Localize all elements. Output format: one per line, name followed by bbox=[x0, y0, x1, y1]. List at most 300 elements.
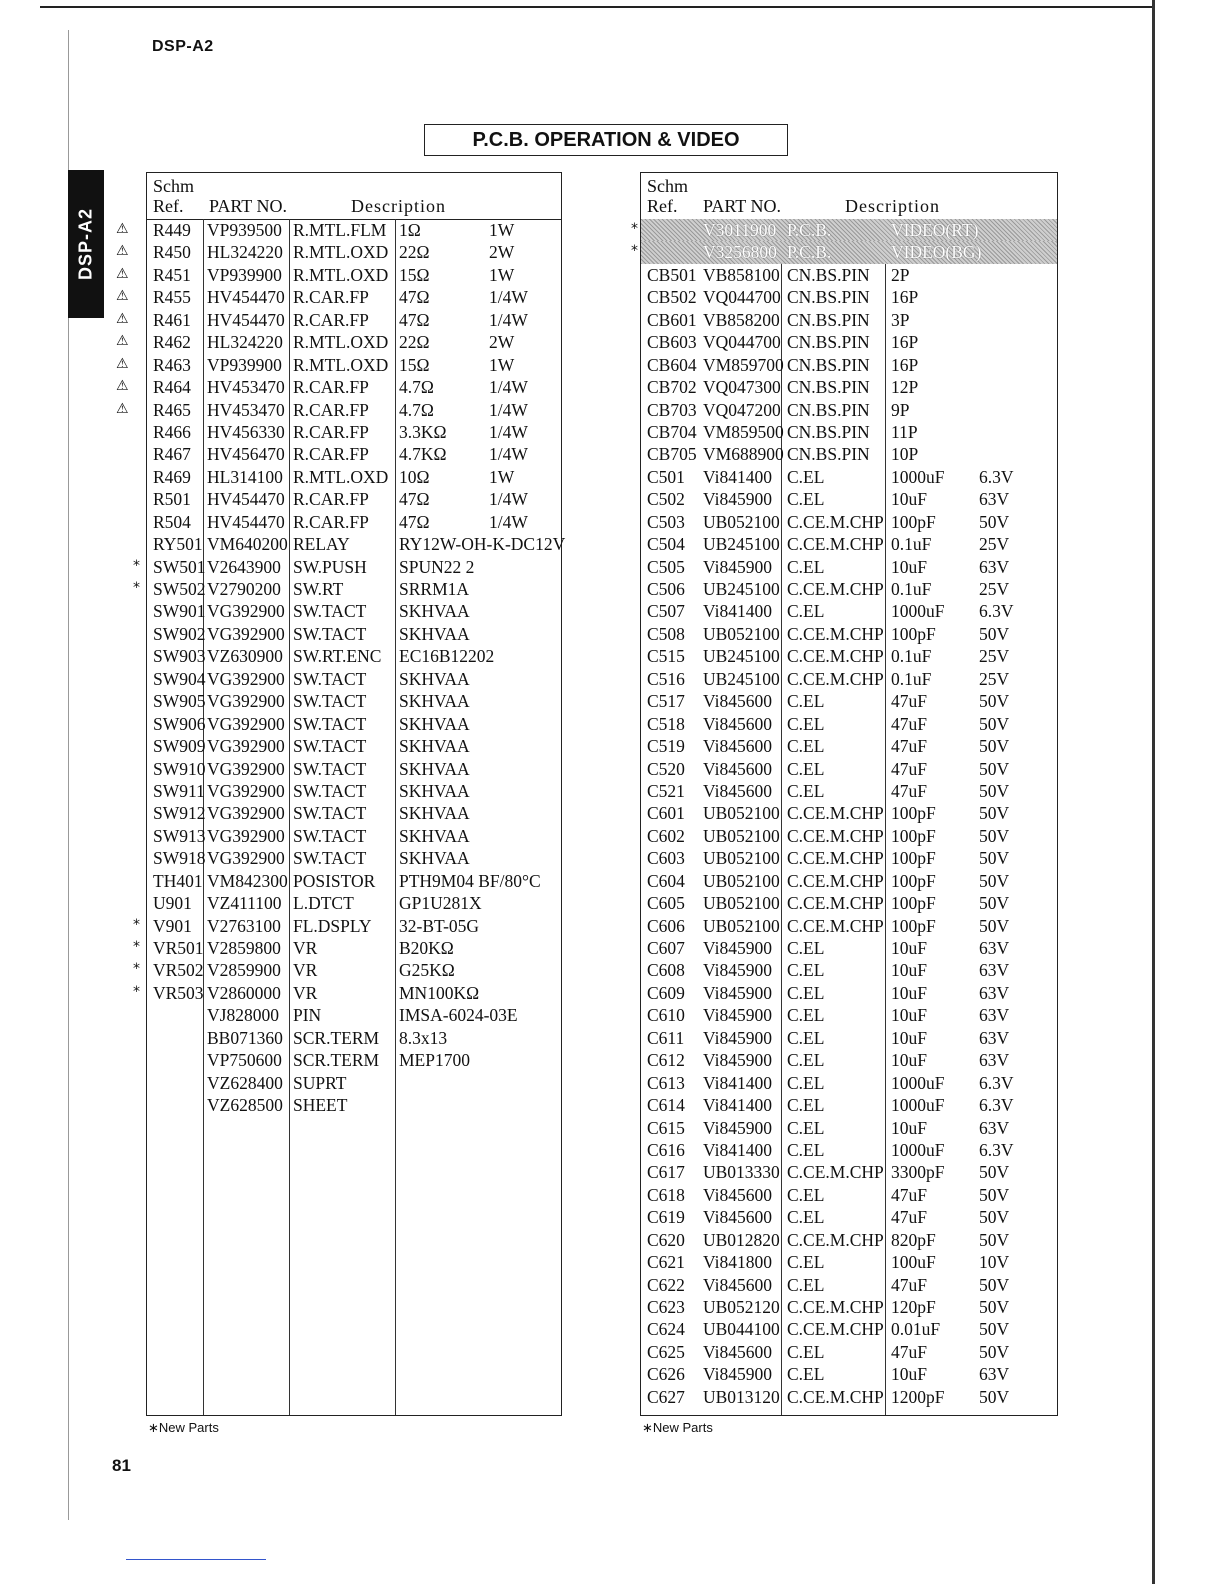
safety-warning-icon: ⚠ bbox=[116, 355, 129, 372]
cell-part: VZ630900 bbox=[207, 646, 283, 667]
cell-d1: SW.TACT bbox=[293, 668, 367, 689]
table-row bbox=[641, 690, 1057, 712]
cell-d2: RY12W-OH-K-DC12V bbox=[399, 534, 566, 555]
cell-d1: P.C.B. bbox=[787, 220, 832, 240]
header-schm-ref bbox=[647, 176, 688, 216]
cell-part: Vi845600 bbox=[703, 691, 772, 712]
cell-d3: 50V bbox=[979, 623, 1010, 644]
cell-d2: 47uF bbox=[891, 1207, 927, 1228]
cell-part: Vi845900 bbox=[703, 1005, 772, 1026]
cell-d2: 1000uF bbox=[891, 466, 945, 487]
mark-empty bbox=[622, 757, 638, 779]
cell-ref: R464 bbox=[153, 377, 191, 398]
table-row bbox=[147, 758, 561, 780]
cell-d1: C.EL bbox=[787, 601, 825, 622]
cell-d3: 50V bbox=[979, 758, 1010, 779]
bottom-blue-rule bbox=[126, 1559, 266, 1560]
header-schm: Schm bbox=[647, 176, 689, 196]
cell-d1: C.EL bbox=[787, 1139, 825, 1160]
cell-d3: 50V bbox=[979, 691, 1010, 712]
cell-d1: C.EL bbox=[787, 1252, 825, 1273]
mark-empty bbox=[622, 398, 638, 420]
cell-d3: 25V bbox=[979, 534, 1010, 555]
cell-part: Vi841400 bbox=[703, 1072, 772, 1093]
table-row bbox=[641, 1318, 1057, 1340]
cell-d3: 1/4W bbox=[489, 511, 528, 532]
table-row bbox=[147, 421, 561, 443]
cell-ref: R455 bbox=[153, 287, 191, 308]
cell-d2: 10P bbox=[891, 444, 919, 465]
mark-empty bbox=[622, 577, 638, 599]
cell-ref: SW918 bbox=[153, 848, 206, 869]
cell-d2: 47uF bbox=[891, 1341, 927, 1362]
table-row bbox=[641, 825, 1057, 847]
table-row bbox=[147, 399, 561, 421]
cell-d2: 47uF bbox=[891, 713, 927, 734]
cell-d2: SPUN22 2 bbox=[399, 556, 475, 577]
cell-ref: CB702 bbox=[647, 377, 697, 398]
cell-part: Vi845900 bbox=[703, 1050, 772, 1071]
cell-d2: 10uF bbox=[891, 982, 927, 1003]
cell-d3: 6.3V bbox=[979, 1095, 1014, 1116]
cell-part: HV453470 bbox=[207, 399, 285, 420]
table-row bbox=[147, 511, 561, 533]
table-row bbox=[147, 1094, 561, 1116]
cell-d1: R.CAR.FP bbox=[293, 377, 369, 398]
cell-d3: 50V bbox=[979, 1386, 1010, 1407]
cell-ref: C508 bbox=[647, 623, 685, 644]
new-part-asterisk: * bbox=[133, 939, 140, 955]
mark-empty bbox=[622, 1205, 638, 1227]
cell-part: Vi845900 bbox=[703, 938, 772, 958]
cell-d2: 3300pF bbox=[891, 1162, 945, 1183]
cell-d2: SKHVAA bbox=[399, 803, 470, 824]
cell-part: Vi841400 bbox=[703, 601, 772, 622]
table-header bbox=[641, 173, 1057, 220]
mark-empty bbox=[112, 644, 142, 666]
cell-d2: 12P bbox=[891, 377, 919, 398]
table-row bbox=[641, 780, 1057, 802]
cell-ref: C602 bbox=[647, 825, 685, 846]
cell-ref: R450 bbox=[153, 242, 191, 263]
mark-empty bbox=[622, 263, 638, 285]
cell-d1: FL.DSPLY bbox=[293, 915, 372, 936]
cell-part: UB052120 bbox=[703, 1297, 780, 1317]
cell-ref: TH401 bbox=[153, 870, 203, 891]
cell-d2: 100pF bbox=[891, 848, 936, 869]
table-row bbox=[147, 982, 561, 1004]
cell-d1: C.EL bbox=[787, 960, 825, 981]
safety-warning-icon: ⚠ bbox=[116, 310, 129, 327]
table-row bbox=[641, 354, 1057, 376]
cell-ref: CB601 bbox=[647, 309, 697, 330]
new-part-asterisk: * bbox=[631, 243, 638, 260]
cell-part: Vi845600 bbox=[703, 1207, 772, 1228]
mark-empty bbox=[622, 1093, 638, 1115]
mark-empty bbox=[112, 824, 142, 846]
header-part-no: PART NO. bbox=[703, 196, 781, 216]
cell-d2: 4.7Ω bbox=[399, 377, 434, 398]
cell-d3: 1/4W bbox=[489, 287, 528, 308]
cell-d3: 50V bbox=[979, 1274, 1010, 1295]
cell-d2: 100pF bbox=[891, 623, 936, 644]
cell-ref: C615 bbox=[647, 1117, 685, 1138]
rows-left bbox=[147, 219, 566, 1117]
mark-empty bbox=[112, 712, 142, 734]
cell-d1: CN.BS.PIN bbox=[787, 309, 870, 330]
cell-d1: CN.BS.PIN bbox=[787, 287, 870, 308]
cell-d2: IMSA-6024-03E bbox=[399, 1005, 518, 1026]
cell-d3: 25V bbox=[979, 646, 1010, 667]
cell-d3: 50V bbox=[979, 803, 1010, 824]
cell-d2: 47Ω bbox=[399, 309, 430, 330]
mark-empty bbox=[622, 1362, 638, 1384]
cell-d1: C.EL bbox=[787, 1027, 825, 1048]
table-row bbox=[641, 1229, 1057, 1251]
table-row bbox=[641, 1386, 1057, 1408]
table-row bbox=[147, 802, 561, 824]
cell-part: Vi845600 bbox=[703, 1341, 772, 1362]
cell-part: UB245100 bbox=[703, 668, 780, 689]
cell-part: V2643900 bbox=[207, 556, 281, 577]
table-row bbox=[641, 1251, 1057, 1273]
mark-empty bbox=[622, 712, 638, 734]
cell-ref: SW904 bbox=[153, 668, 206, 689]
cell-d3: 50V bbox=[979, 1319, 1010, 1340]
table-row bbox=[641, 758, 1057, 780]
cell-d3: 1/4W bbox=[489, 489, 528, 510]
cell-ref: C516 bbox=[647, 668, 685, 689]
cell-d3: 10V bbox=[979, 1252, 1010, 1273]
cell-ref: C604 bbox=[647, 870, 685, 891]
cell-d1: L.DTCT bbox=[293, 893, 354, 914]
cell-d3: 50V bbox=[979, 713, 1010, 734]
table-row bbox=[641, 870, 1057, 892]
cell-ref: C610 bbox=[647, 1005, 685, 1026]
cell-d1: SCR.TERM bbox=[293, 1050, 380, 1071]
cell-part: VG392900 bbox=[207, 736, 285, 757]
mark-empty bbox=[112, 1003, 142, 1025]
mark-empty bbox=[112, 891, 142, 913]
cell-ref: SW911 bbox=[153, 780, 205, 801]
cell-d2: 100pF bbox=[891, 803, 936, 824]
cell-d1: CN.BS.PIN bbox=[787, 444, 870, 465]
mark-empty bbox=[622, 891, 638, 913]
cell-d1: C.EL bbox=[787, 1184, 825, 1205]
cell-d3: 63V bbox=[979, 1050, 1010, 1071]
cell-d2: SKHVAA bbox=[399, 713, 470, 734]
cell-part: VZ411100 bbox=[207, 893, 282, 914]
cell-d2: 1000uF bbox=[891, 601, 945, 622]
cell-part: VM859500 bbox=[703, 421, 784, 442]
cell-d2: SKHVAA bbox=[399, 758, 470, 779]
cell-part: VM640200 bbox=[207, 534, 288, 555]
cell-part: UB012820 bbox=[703, 1229, 780, 1250]
cell-part: V2790200 bbox=[207, 579, 281, 599]
header-description: Description bbox=[845, 196, 940, 216]
cell-d2: SKHVAA bbox=[399, 623, 470, 644]
cell-d3: 1/4W bbox=[489, 444, 528, 465]
table-row bbox=[641, 847, 1057, 869]
cell-d2: 4.7KΩ bbox=[399, 444, 447, 465]
cell-ref: R462 bbox=[153, 332, 191, 353]
table-row bbox=[641, 915, 1057, 937]
cell-d1: C.EL bbox=[787, 1117, 825, 1138]
cell-d1: R.CAR.FP bbox=[293, 421, 369, 442]
marks-left bbox=[112, 218, 142, 1116]
cell-part: VG392900 bbox=[207, 780, 285, 801]
table-row bbox=[147, 376, 561, 398]
table-row bbox=[147, 331, 561, 353]
cell-part: UB013330 bbox=[703, 1162, 780, 1183]
table-row bbox=[641, 443, 1057, 465]
cell-part: VG392900 bbox=[207, 668, 285, 689]
cell-ref: C624 bbox=[647, 1319, 685, 1340]
parts-table-right bbox=[640, 172, 1058, 1416]
cell-d1: C.CE.M.CHP bbox=[787, 848, 884, 869]
cell-d2: 100pF bbox=[891, 893, 936, 914]
table-row bbox=[641, 1274, 1057, 1296]
cell-d3: 1/4W bbox=[489, 309, 528, 330]
cell-d2: 10uF bbox=[891, 1117, 927, 1138]
cell-d2: 120pF bbox=[891, 1297, 936, 1317]
cell-d1: C.CE.M.CHP bbox=[787, 1319, 884, 1340]
cell-part: VG392900 bbox=[207, 825, 285, 846]
cell-d3: 63V bbox=[979, 1364, 1010, 1385]
cell-ref: C601 bbox=[647, 803, 685, 824]
cell-d3: 50V bbox=[979, 1341, 1010, 1362]
cell-d2: 100pF bbox=[891, 870, 936, 891]
table-row bbox=[641, 1117, 1057, 1139]
table-row bbox=[641, 1004, 1057, 1026]
cell-d2: 100pF bbox=[891, 915, 936, 936]
mark-empty bbox=[112, 846, 142, 868]
mark-empty bbox=[622, 667, 638, 689]
cell-ref: C519 bbox=[647, 736, 685, 757]
mark-empty bbox=[622, 465, 638, 487]
cell-d1: VR bbox=[293, 960, 318, 981]
cell-part: Vi845600 bbox=[703, 780, 772, 801]
mark-empty bbox=[622, 1026, 638, 1048]
mark-empty bbox=[622, 801, 638, 823]
cell-ref: SW906 bbox=[153, 713, 206, 734]
cell-part: HL314100 bbox=[207, 466, 283, 487]
table-row bbox=[641, 421, 1057, 443]
cell-part: VQ047200 bbox=[703, 399, 781, 420]
cell-ref: C611 bbox=[647, 1027, 685, 1048]
table-row bbox=[147, 690, 561, 712]
cell-d1: C.CE.M.CHP bbox=[787, 646, 884, 667]
cell-ref: R466 bbox=[153, 421, 191, 442]
cell-d1: C.EL bbox=[787, 1341, 825, 1362]
mark-empty bbox=[622, 734, 638, 756]
cell-ref: C503 bbox=[647, 511, 685, 532]
table-row bbox=[147, 443, 561, 465]
cell-d1: R.MTL.OXD bbox=[293, 332, 389, 353]
cell-part: Vi845900 bbox=[703, 1364, 772, 1385]
cell-part: VG392900 bbox=[207, 848, 285, 869]
cell-d2: 10uF bbox=[891, 489, 927, 510]
table-row bbox=[147, 870, 561, 892]
cell-d2: 47Ω bbox=[399, 489, 430, 510]
cell-d1: SW.TACT bbox=[293, 623, 367, 644]
mark-empty bbox=[112, 689, 142, 711]
cell-d1: CN.BS.PIN bbox=[787, 264, 870, 285]
cell-ref: C614 bbox=[647, 1095, 685, 1116]
table-row bbox=[147, 264, 561, 286]
table-row bbox=[147, 713, 561, 735]
cell-d3: 50V bbox=[979, 511, 1010, 532]
cell-part: VB858200 bbox=[703, 309, 780, 330]
cell-d1: R.MTL.FLM bbox=[293, 220, 387, 240]
cell-d2: 3.3KΩ bbox=[399, 421, 447, 442]
cell-d1: R.CAR.FP bbox=[293, 444, 369, 465]
cell-d2: 10Ω bbox=[399, 466, 430, 487]
mark-empty bbox=[112, 1093, 142, 1115]
safety-warning-icon: ⚠ bbox=[116, 378, 129, 395]
cell-d1: C.CE.M.CHP bbox=[787, 623, 884, 644]
cell-d1: C.CE.M.CHP bbox=[787, 1297, 884, 1317]
cell-d1: R.CAR.FP bbox=[293, 399, 369, 420]
table-row bbox=[147, 1027, 561, 1049]
cell-d2: 1200pF bbox=[891, 1386, 945, 1407]
cell-ref: C612 bbox=[647, 1050, 685, 1071]
table-row bbox=[641, 668, 1057, 690]
cell-d2: 47uF bbox=[891, 780, 927, 801]
cell-d2: 0.1uF bbox=[891, 534, 932, 555]
cell-d1: C.CE.M.CHP bbox=[787, 803, 884, 824]
cell-d1: SW.RT.ENC bbox=[293, 646, 382, 667]
table-row bbox=[641, 1027, 1057, 1049]
cell-part: HL324220 bbox=[207, 242, 283, 263]
mark-empty bbox=[112, 510, 142, 532]
mark-empty bbox=[622, 555, 638, 577]
cell-part: Vi845600 bbox=[703, 713, 772, 734]
mark-empty bbox=[622, 1317, 638, 1339]
cell-d2: PTH9M04 BF/80°C bbox=[399, 870, 541, 891]
cell-part: HV456470 bbox=[207, 444, 285, 465]
mark-empty bbox=[622, 779, 638, 801]
cell-ref: VR502 bbox=[153, 960, 204, 981]
header-ref: Ref. bbox=[153, 196, 184, 216]
mark-empty bbox=[112, 757, 142, 779]
cell-d1: C.EL bbox=[787, 736, 825, 757]
cell-ref: C622 bbox=[647, 1274, 685, 1295]
table-row bbox=[641, 982, 1057, 1004]
cell-part: VZ628400 bbox=[207, 1072, 283, 1093]
cell-d3: 50V bbox=[979, 848, 1010, 869]
table-row bbox=[641, 1049, 1057, 1071]
cell-part: UB052100 bbox=[703, 915, 780, 936]
mark-empty bbox=[622, 1250, 638, 1272]
cell-ref: C609 bbox=[647, 982, 685, 1003]
cell-ref: C605 bbox=[647, 893, 685, 914]
mark-empty bbox=[622, 1003, 638, 1025]
cell-part: UB052100 bbox=[703, 623, 780, 644]
cell-part: VP750600 bbox=[207, 1050, 282, 1071]
safety-warning-icon: ⚠ bbox=[116, 288, 129, 305]
cell-ref: CB502 bbox=[647, 287, 697, 308]
mark-empty bbox=[112, 532, 142, 554]
cell-part: UB044100 bbox=[703, 1319, 780, 1340]
cell-d3: 50V bbox=[979, 1297, 1010, 1317]
cell-ref: RY501 bbox=[153, 534, 203, 555]
cell-part: UB052100 bbox=[703, 825, 780, 846]
cell-d3: 1W bbox=[489, 466, 515, 487]
mark-empty bbox=[622, 487, 638, 509]
cell-d2: 10uF bbox=[891, 938, 927, 958]
cell-d2: 0.1uF bbox=[891, 579, 932, 599]
mark-empty bbox=[622, 285, 638, 307]
cell-ref: C506 bbox=[647, 579, 685, 599]
cell-d3: 63V bbox=[979, 960, 1010, 981]
cell-d2: SKHVAA bbox=[399, 848, 470, 869]
cell-ref: C501 bbox=[647, 466, 685, 487]
cell-d2: MN100KΩ bbox=[399, 982, 480, 1003]
cell-d1: C.CE.M.CHP bbox=[787, 915, 884, 936]
cell-part: HV454470 bbox=[207, 309, 285, 330]
cell-d3: 50V bbox=[979, 1207, 1010, 1228]
cell-ref: C502 bbox=[647, 489, 685, 510]
cell-part: Vi845900 bbox=[703, 1117, 772, 1138]
table-row bbox=[641, 623, 1057, 645]
cell-ref: U901 bbox=[153, 893, 192, 914]
table-row bbox=[641, 556, 1057, 578]
table-row bbox=[641, 309, 1057, 331]
cell-part: VM842300 bbox=[207, 870, 288, 891]
mark-empty bbox=[622, 599, 638, 621]
cell-d1: VR bbox=[293, 982, 318, 1003]
mark-empty bbox=[622, 958, 638, 980]
cell-ref: C621 bbox=[647, 1252, 685, 1273]
safety-warning-icon: ⚠ bbox=[116, 221, 129, 237]
new-part-asterisk: * bbox=[133, 983, 140, 1000]
cell-d1: R.CAR.FP bbox=[293, 511, 369, 532]
table-row bbox=[641, 1363, 1057, 1385]
cell-part: V2859800 bbox=[207, 938, 281, 958]
mark-empty bbox=[622, 442, 638, 464]
cell-d3: 63V bbox=[979, 489, 1010, 510]
header-schm-ref bbox=[153, 176, 194, 216]
cell-part: VQ044700 bbox=[703, 287, 781, 308]
cell-d2: 10uF bbox=[891, 1050, 927, 1071]
cell-part: VG392900 bbox=[207, 601, 285, 622]
cell-d1: C.EL bbox=[787, 1005, 825, 1026]
page-title: P.C.B. OPERATION & VIDEO bbox=[424, 124, 788, 156]
mark-empty bbox=[622, 936, 638, 958]
cell-d3: 1/4W bbox=[489, 399, 528, 420]
cell-d1: SW.TACT bbox=[293, 758, 367, 779]
cell-ref: V901 bbox=[153, 915, 192, 936]
mark-empty bbox=[622, 1183, 638, 1205]
cell-part: Vi841400 bbox=[703, 1095, 772, 1116]
cell-d3: 63V bbox=[979, 556, 1010, 577]
table-row bbox=[641, 376, 1057, 398]
cell-d2: EC16B12202 bbox=[399, 646, 495, 667]
table-row bbox=[147, 578, 561, 600]
cell-d2: 3P bbox=[891, 309, 910, 330]
mark-empty bbox=[622, 510, 638, 532]
table-row bbox=[147, 780, 561, 802]
cell-part: Vi841400 bbox=[703, 1139, 772, 1160]
cell-d2: 15Ω bbox=[399, 264, 430, 285]
mark-empty bbox=[622, 1273, 638, 1295]
cell-part: UB245100 bbox=[703, 646, 780, 667]
cell-d1: C.EL bbox=[787, 758, 825, 779]
mark-empty bbox=[112, 487, 142, 509]
cell-ref: C608 bbox=[647, 960, 685, 981]
mark-empty bbox=[622, 644, 638, 666]
